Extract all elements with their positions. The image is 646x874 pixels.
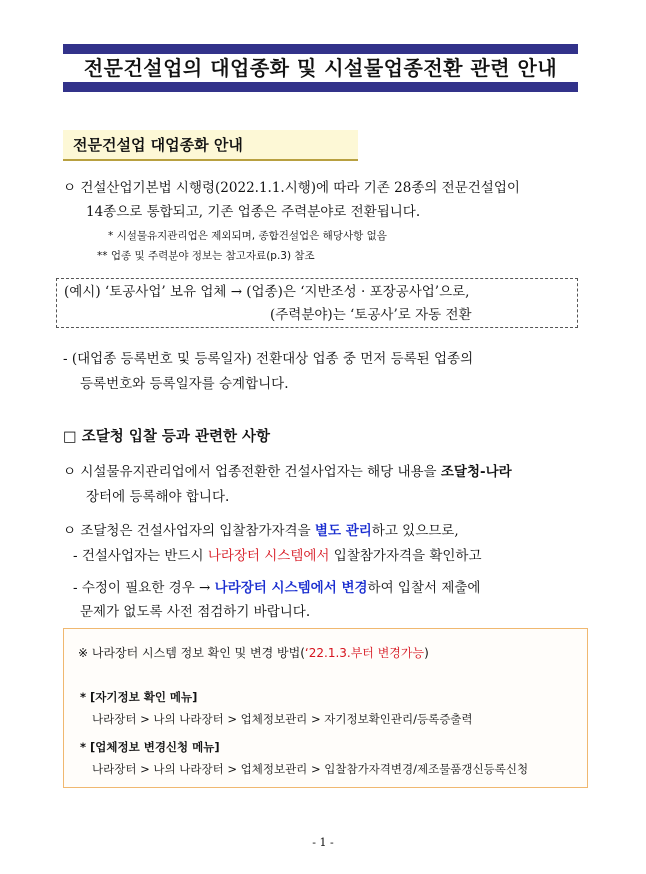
section2-bullet1-line2: 장터에 등록해야 합니다. — [86, 489, 230, 505]
section1-bullet1-line1: ㅇ 건설산업기본법 시행령(2022.1.1.시행)에 따라 기존 28종의 전문건설업이 — [63, 180, 520, 196]
section2-bullet1-emphasis: 조달청-나라 — [440, 464, 512, 480]
section2-dash2-text-c: 하여 입찰서 제출에 — [367, 580, 481, 596]
section2-dash2-text-a: - 수정이 필요한 경우 → — [73, 580, 215, 596]
section2-bullet1-line1 — [63, 461, 512, 483]
section2-bullet1-text: ㅇ 시설물유지관리업에서 업종전환한 건설사업자는 해당 내용을 — [63, 464, 441, 480]
section2-dash1-text-c: 입찰참가자격을 확인하고 — [329, 548, 482, 564]
section1-dash-line2: 등록번호와 등록일자를 승계합니다. — [80, 376, 289, 392]
section2-dash1-highlight: 나라장터 시스템에서 — [207, 548, 330, 564]
example-line1: (예시) ‘토공사업’ 보유 업체 → (업종)은 ‘지반조성 · 포장공사업’으로, — [64, 284, 470, 300]
section2-dash1-text-a: - 건설사업자는 반드시 — [73, 548, 208, 564]
note-item1-path: 나라장터 > 나의 나라장터 > 업체정보관리 > 자기정보확인관리/등록증출력 — [92, 712, 473, 726]
section2-bullet2-text-a: ㅇ 조달청은 건설사업자의 입찰참가자격을 — [63, 523, 315, 539]
section2-dash2-highlight: 나라장터 시스템에서 변경 — [214, 580, 368, 596]
section1-heading: 전문건설업 대업종화 안내 — [73, 136, 243, 154]
note-item1-label: * [자기정보 확인 메뉴] — [80, 690, 198, 704]
section1-note2: ** 업종 및 주력분야 정보는 참고자료(p.3) 참조 — [97, 250, 315, 262]
note-item2-path: 나라장터 > 나의 나라장터 > 업체정보관리 > 입찰참가자격변경/제조물품갱신등록신청 — [92, 762, 529, 776]
section2-heading: □ 조달청 입찰 등과 관련한 사항 — [63, 429, 271, 445]
note-heading — [78, 643, 429, 663]
section2-dash1 — [73, 545, 482, 567]
title-bar-top — [63, 44, 578, 54]
section2-dash2-line2: 문제가 없도록 사전 점검하기 바랍니다. — [80, 604, 311, 620]
example-line2: (주력분야)는 ‘토공사’로 자동 전환 — [270, 307, 472, 323]
note-heading-text-c: ) — [424, 646, 429, 660]
note-item2-label: * [업체정보 변경신청 메뉴] — [80, 740, 220, 754]
note-heading-text-a: ※ 나라장터 시스템 정보 확인 및 변경 방법( — [78, 646, 305, 660]
section2-bullet2 — [63, 520, 459, 542]
page-number: - 1 - — [312, 836, 334, 849]
title-bar-bottom — [63, 82, 578, 92]
section2-bullet2-text-c: 하고 있으므로, — [371, 523, 459, 539]
section1-note1: * 시설물유지관리업은 제외되며, 종합건설업은 해당사항 없음 — [108, 230, 387, 242]
section1-dash-line1: - (대업종 등록번호 및 등록일자) 전환대상 업종 중 먼저 등록된 업종의 — [63, 351, 474, 367]
section2-bullet2-highlight: 별도 관리 — [314, 523, 372, 539]
note-heading-highlight: ‘22.1.3.부터 변경가능 — [304, 646, 425, 660]
page-title: 전문건설업의 대업종화 및 시설물업종전환 관련 안내 — [83, 56, 558, 80]
section2-dash2 — [73, 577, 480, 599]
section1-bullet1-line2: 14종으로 통합되고, 기존 업종은 주력분야로 전환됩니다. — [86, 204, 421, 220]
section1-heading-box — [63, 130, 358, 161]
